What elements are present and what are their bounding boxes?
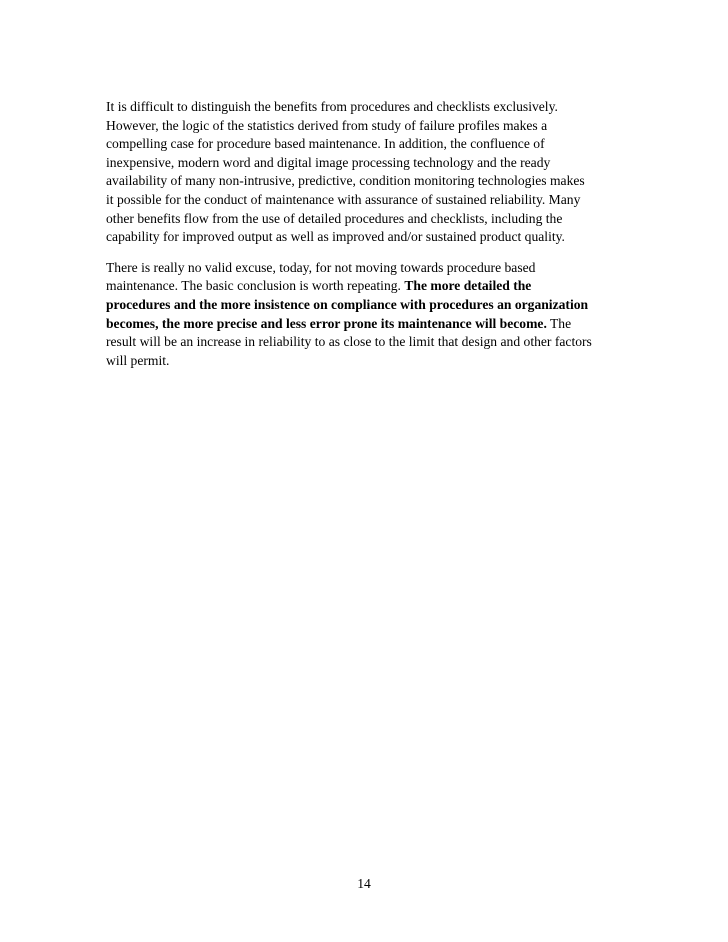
text-run: other benefits flow from the use of detailed procedures and checklists, including the: [106, 210, 563, 226]
text-run: There is really no valid excuse, today, for not moving towards procedure based: [106, 259, 536, 275]
text-line: [106, 135, 626, 154]
paragraph-spacer: [106, 247, 626, 259]
text-line: [106, 172, 626, 191]
text-line: [106, 259, 626, 278]
text-line: [106, 210, 626, 229]
body-text: [106, 98, 626, 370]
page-number: 14: [357, 876, 371, 891]
bold-text-run: becomes, the more precise and less error prone its maintenance will become.: [106, 315, 547, 331]
text-run: It is difficult to distinguish the benefits from procedures and checklists exclusively.: [106, 99, 558, 114]
text-run: However, the logic of the statistics derived from study of failure profiles makes a: [106, 117, 548, 133]
text-run: result will be an increase in reliability to as close to the limit that design and other factors: [106, 334, 592, 350]
text-line: [106, 315, 626, 334]
text-run: compelling case for procedure based maintenance. In addition, the confluence of: [106, 136, 545, 152]
text-run: it possible for the conduct of maintenance with assurance of sustained reliability. Many: [106, 191, 581, 207]
text-run: inexpensive, modern word and digital image processing technology and the ready: [106, 154, 551, 170]
text-line: [106, 333, 626, 352]
text-run: The: [546, 315, 572, 331]
text-line: [106, 154, 626, 173]
text-line: [106, 228, 626, 247]
text-run: will permit.: [106, 352, 170, 368]
text-run: capability for improved output as well as improved and/or sustained product quality.: [106, 229, 565, 245]
text-line: [106, 191, 626, 210]
bold-text-run: procedures and the more insistence on compliance with procedures an organization: [106, 296, 589, 312]
text-line: [106, 117, 626, 136]
text-line: [106, 296, 626, 315]
text-run: maintenance. The basic conclusion is worth repeating.: [106, 278, 405, 294]
text-line: [106, 352, 626, 371]
bold-text-run: The more detailed the: [404, 278, 532, 294]
text-run: availability of many non-intrusive, predictive, condition monitoring technologies makes: [106, 173, 585, 189]
paragraph: [106, 98, 626, 247]
text-line: [106, 277, 626, 296]
paragraph: [106, 259, 626, 371]
text-line: [106, 98, 626, 117]
